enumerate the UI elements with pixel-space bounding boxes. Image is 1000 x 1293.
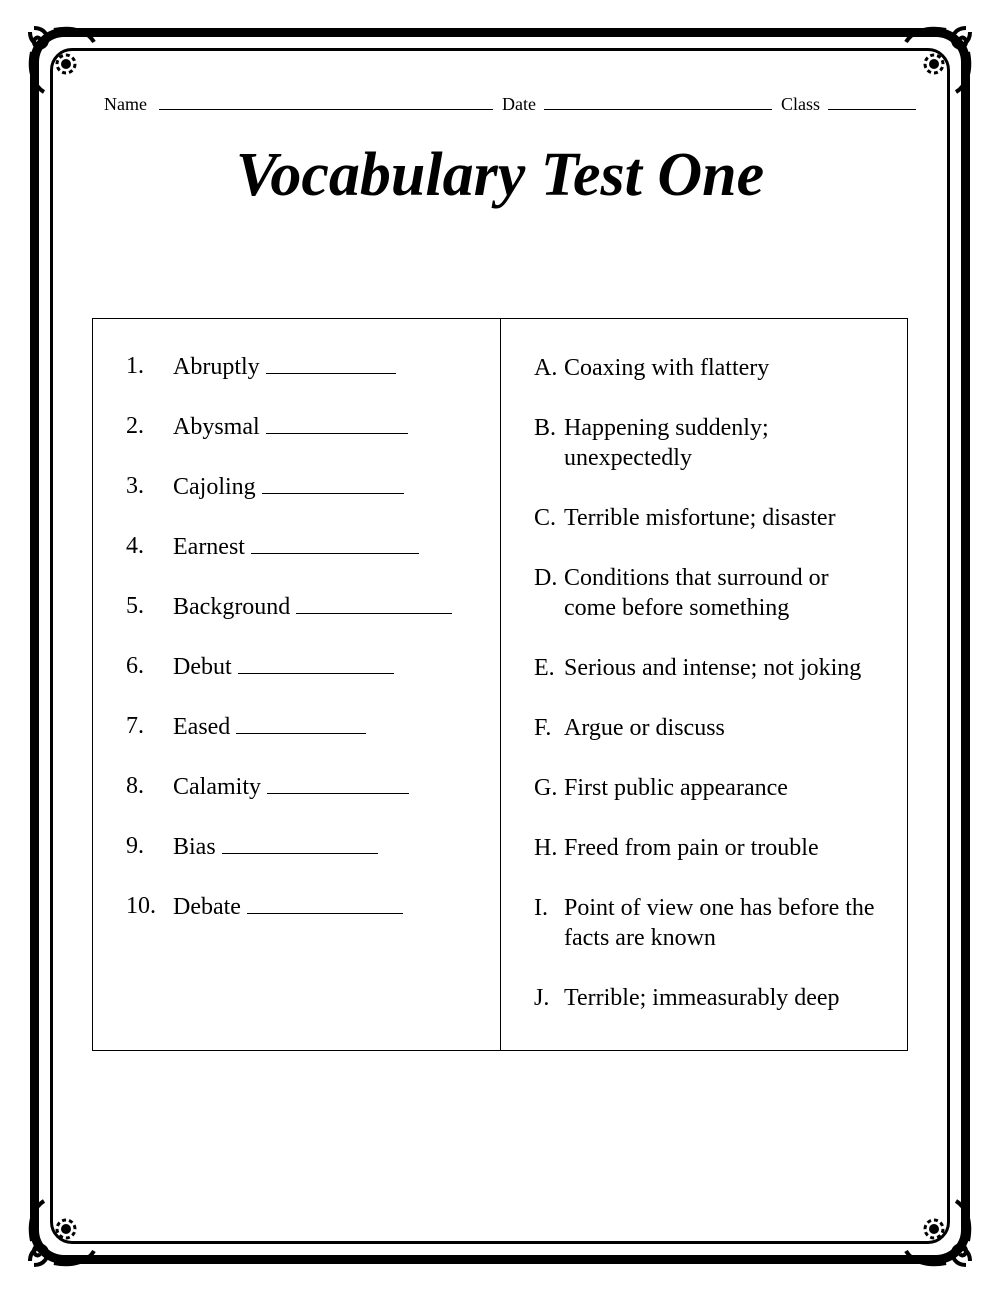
- term-number: 5.: [126, 593, 144, 619]
- answer-blank[interactable]: [266, 353, 396, 374]
- answer-blank[interactable]: [262, 473, 404, 494]
- term-number: 1.: [126, 353, 144, 379]
- name-label: Name: [104, 94, 147, 114]
- definition-text: Freed from pain or trouble: [564, 835, 819, 861]
- definition-letter: D.: [534, 565, 558, 591]
- definition-item: [534, 563, 906, 623]
- term-word: Calamity: [173, 774, 261, 800]
- corner-flourish-icon: [24, 1175, 120, 1271]
- definition-text: Conditions that surround or come before something: [564, 565, 829, 621]
- column-divider: [500, 318, 501, 1051]
- definition-text: Terrible; immeasurably deep: [564, 985, 840, 1011]
- definition-letter: I.: [534, 895, 548, 921]
- corner-flourish-icon: [880, 1175, 976, 1271]
- term-word: Eased: [173, 714, 231, 740]
- definition-text: Coaxing with flattery: [564, 355, 770, 381]
- term-word: Abysmal: [173, 414, 260, 440]
- class-field[interactable]: [828, 93, 916, 110]
- definition-item: [534, 503, 906, 533]
- answer-blank[interactable]: [247, 893, 403, 914]
- term-number: 10.: [126, 893, 156, 919]
- answer-blank[interactable]: [236, 713, 366, 734]
- definition-item: [534, 653, 906, 683]
- definition-item: [534, 983, 906, 1013]
- term-word: Background: [173, 594, 291, 620]
- definition-letter: G.: [534, 775, 558, 801]
- class-label: Class: [780, 94, 820, 114]
- term-word: Earnest: [173, 534, 245, 560]
- term-number: 9.: [126, 833, 144, 859]
- definition-item: [534, 893, 906, 953]
- term-number: 3.: [126, 473, 144, 499]
- definition-text: Argue or discuss: [564, 715, 725, 741]
- answer-blank[interactable]: [238, 653, 394, 674]
- definition-letter: J.: [534, 985, 550, 1011]
- term-word: Bias: [173, 834, 216, 860]
- answer-blank[interactable]: [222, 833, 378, 854]
- definition-letter: E.: [534, 655, 555, 681]
- name-field[interactable]: [159, 93, 493, 110]
- definition-text: Terrible misfortune; disaster: [564, 505, 836, 531]
- definition-item: [534, 713, 906, 743]
- definition-item: [534, 413, 906, 473]
- definitions-column: [534, 353, 906, 1043]
- answer-blank[interactable]: [266, 413, 408, 434]
- definition-text: Point of view one has before the facts are known: [564, 895, 875, 951]
- definition-letter: H.: [534, 835, 558, 861]
- term-number: 8.: [126, 773, 144, 799]
- answer-blank[interactable]: [267, 773, 409, 794]
- definition-letter: B.: [534, 415, 557, 441]
- definition-text: Happening suddenly; unexpectedly: [564, 415, 769, 471]
- definition-item: [534, 833, 906, 863]
- answer-blank[interactable]: [296, 593, 452, 614]
- student-info-line: [104, 93, 916, 115]
- term-word: Debate: [173, 894, 241, 920]
- date-label: Date: [501, 94, 536, 114]
- date-field[interactable]: [544, 93, 772, 110]
- answer-blank[interactable]: [251, 533, 419, 554]
- term-number: 4.: [126, 533, 144, 559]
- definition-item: [534, 773, 906, 803]
- term-word: Debut: [173, 654, 232, 680]
- term-number: 7.: [126, 713, 144, 739]
- definition-item: [534, 353, 906, 383]
- term-word: Abruptly: [173, 354, 260, 380]
- definition-text: Serious and intense; not joking: [564, 655, 862, 681]
- term-word: Cajoling: [173, 474, 256, 500]
- term-number: 2.: [126, 413, 144, 439]
- page-title: Vocabulary Test One: [235, 141, 765, 209]
- definition-letter: A.: [534, 355, 558, 381]
- definition-letter: F.: [534, 715, 552, 741]
- term-number: 6.: [126, 653, 144, 679]
- definition-letter: C.: [534, 505, 557, 531]
- definition-text: First public appearance: [564, 775, 788, 801]
